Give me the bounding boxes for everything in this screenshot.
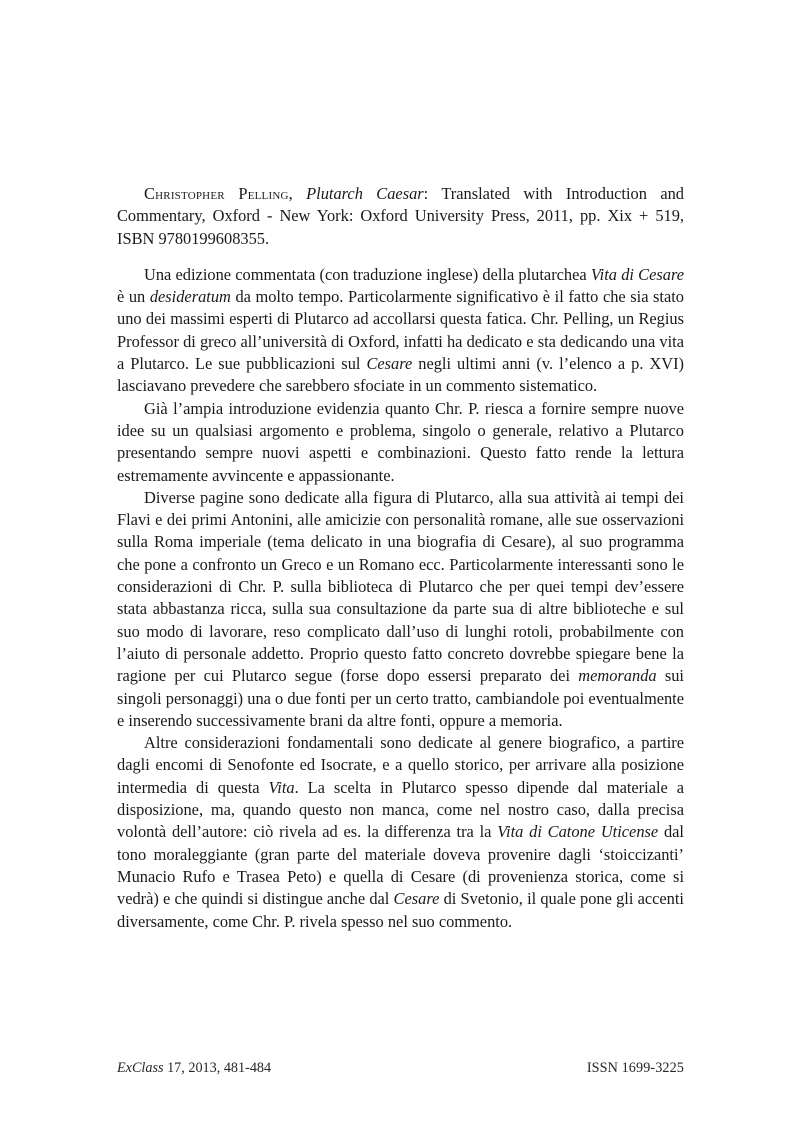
- citation-author-separator: ,: [288, 184, 307, 203]
- footer-journal-name: ExClass: [117, 1060, 164, 1076]
- paragraph-1-run-6: Cesare: [366, 354, 413, 374]
- paragraph-4: [117, 732, 684, 933]
- citation-publication-details: : Translated with Introduction and Commentary, Oxford - New York: Oxford University Press, 2011, pp. Xix + 519, ISBN 9780199608355.: [117, 184, 684, 248]
- paragraph-4-run-2: Vita: [268, 777, 295, 797]
- paragraph-3-run-1: Diverse pagine sono dedicate alla figura di Plutarco, alla sua attività ai tempi dei Flavi e dei primi Antonini, alle amicizie con personalità romane, alle sue osservazioni sulla Roma imperiale (tema delicato in una biografia di Cesare), al suo programma che pone a confronto un Greco e un Romano ecc. Particolarmente interessanti sono le considerazioni di Chr. P. sulla biblioteca di Plutarco che per quei tempi dev’essere stata abbastanza ricca, sulla sua consultazione da parte sua di altre biblioteche e sul suo modo di lavorare, reso complicato dall’uso di lunghi rotoli, probabilmente con l’aiuto di personale addetto. Proprio questo fatto concreto dovrebbe spiegare bene la ragione per cui Plutarco segue (forse dopo essersi preparato dei: [117, 487, 684, 686]
- paragraph-3-run-3: sui singoli personaggi) una o due fonti per un certo tratto, cambiandole poi eventualmente e inserendo successivamente brani da altre fonti, oppure a memoria.: [117, 666, 684, 730]
- footer-journal-details: 17, 2013, 481-484: [163, 1060, 272, 1076]
- paragraph-2-run-1: Già l’ampia introduzione evidenzia quanto Chr. P. riesca a fornire sempre nuove idee su un qualsiasi argomento e problema, singolo o generale, relativo a Plutarco presentando sempre nuovi aspetti e combinazioni. Questo fatto rende la lettura estremamente avvincente e appassionante.: [117, 398, 684, 485]
- footer-journal-reference: [117, 1060, 271, 1077]
- paragraph-1-run-3: è un: [117, 287, 150, 307]
- paragraph-1-run-2: Vita di Cesare: [590, 264, 684, 284]
- paragraph-2: [117, 398, 684, 487]
- paragraph-4-run-6: Cesare: [393, 889, 440, 909]
- citation-author: Christopher Pelling: [144, 184, 289, 203]
- paragraph-4-run-7: di Svetonio, il quale pone gli accenti diversamente, come Chr. P. rivela spesso nel suo commento.: [117, 889, 684, 931]
- citation-work-title: Plutarch Caesar: [306, 184, 424, 203]
- paragraph-1-run-7: negli ultimi anni (v. l’elenco a p. XVI) lasciavano prevedere che sarebbero sfociate in un commento sistematico.: [117, 354, 684, 396]
- page-footer: [117, 1060, 684, 1077]
- paragraph-4-run-4: Vita di Catone Uticense: [497, 822, 659, 842]
- paragraph-1-run-5: da molto tempo. Particolarmente significativo è il fatto che sia stato uno dei massimi esperti di Plutarco ad accollarsi questa fatica. Chr. Pelling, un Regius Professor di greco all’università di Oxford, infatti ha dedicato e sta dedicando una vita a Plutarco. Le sue pubblicazioni sul: [117, 287, 684, 374]
- paragraph-1-run-4: desideratum: [149, 287, 231, 307]
- bibliographic-citation: [117, 183, 684, 250]
- text-block: [117, 183, 684, 933]
- paragraph-3-run-2: memoranda: [578, 666, 657, 686]
- footer-issn: ISSN 1699-3225: [586, 1060, 684, 1076]
- paragraph-4-run-5: dal tono moraleggiante (gran parte del materiale doveva provenire dagli ‘stoiccizanti’ Munacio Rufo e Trasea Peto) e quella di Cesare (di provenienza storica, come si vedrà) e che quindi si distingue anche dal: [117, 822, 684, 909]
- paragraph-4-run-3: . La scelta in Plutarco spesso dipende dal materiale a disposizione, ma, quando questo non manca, come nel nostro caso, dalla precisa volontà dell’autore: ciò rivela ad es. la differenza tra la: [117, 777, 684, 842]
- paragraph-4-run-1: Altre considerazioni fondamentali sono dedicate al genere biografico, a partire dagli encomi di Senofonte ed Isocrate, e a quello storico, per arrivare alla posizione intermedia di questa: [117, 733, 684, 797]
- paragraph-3: [117, 487, 684, 732]
- paragraph-1-run-1: Una edizione commentata (con traduzione inglese) della plutarchea: [144, 264, 591, 284]
- paragraph-1: [117, 264, 684, 398]
